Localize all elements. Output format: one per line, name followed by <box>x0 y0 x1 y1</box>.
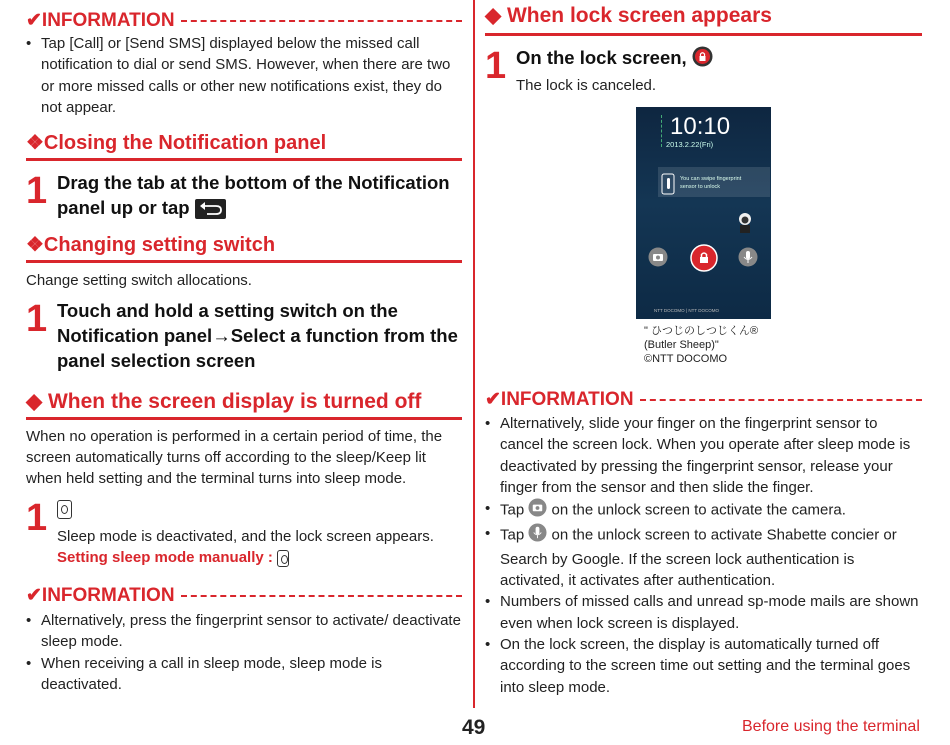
closing-heading: ❖Closing the Notification panel <box>26 130 462 161</box>
info-list-3 <box>485 413 922 698</box>
left-column <box>26 0 462 695</box>
lock-screen-date: 2013.2.22(Fri) <box>666 140 714 149</box>
list-item: • Tap on the unlock screen to activate Shabette concier or Search by Google. If the screen lock authentication is activated, it activates after authentication. <box>485 523 922 591</box>
screen-off-step <box>26 497 462 568</box>
list-item: • Tap [Call] or [Send SMS] displayed below the missed call notification to dial or send SMS. However, when there are two or more missed calls or other new notifications exist, they do not appear. <box>26 33 462 118</box>
microphone-icon[interactable] <box>738 247 758 272</box>
image-caption: " ひつじのしつじくん® (Butler Sheep)" ©NTT DOCOMO <box>644 325 759 365</box>
step-title: Drag the tab at the bottom of the Notification panel up or tap <box>57 172 450 219</box>
lock-screen-clock: 10:10 <box>670 113 731 140</box>
step-title: Touch and hold a setting switch on the Notification panel→Select a function from the panel selection screen <box>57 300 458 372</box>
info-heading-1: ✔INFORMATION <box>26 9 462 31</box>
screen-off-intro: When no operation is performed in a certain period of time, the screen automatically turns off according to the sleep/Keep lit when held setting and the terminal turns into sleep mode. <box>26 428 443 488</box>
power-key-icon <box>57 500 72 519</box>
step-body: Sleep mode is deactivated, and the lock screen appears. <box>57 528 434 546</box>
list-item: • Tap on the unlock screen to activate the camera. <box>485 498 922 523</box>
changing-step <box>26 298 462 373</box>
list-item: • Alternatively, slide your finger on the fingerprint sensor to cancel the screen lock. When you operate after sleep mode is deactivated by pressing the fingerprint sensor, release your finger from the sensor and then slide the finger. <box>485 413 922 498</box>
unlock-icon[interactable] <box>690 244 718 277</box>
info-list-2 <box>26 610 462 695</box>
changing-heading: ❖Changing setting switch <box>26 232 462 263</box>
butler-sheep-icon <box>736 212 754 239</box>
list-item: • On the lock screen, the display is automatically turned off according to the screen time out setting and the terminal goes into sleep mode. <box>485 634 922 698</box>
step-title: On the lock screen, <box>516 47 687 68</box>
info-heading-3: ✔INFORMATION <box>485 388 922 410</box>
camera-icon[interactable] <box>648 247 668 272</box>
back-icon <box>195 199 226 219</box>
list-item: • When receiving a call in sleep mode, sleep mode is deactivated. <box>26 653 462 696</box>
section-footer: Before using the terminal <box>742 718 920 735</box>
column-divider <box>473 0 475 708</box>
screen-off-heading: ◆ When the screen display is turned off <box>26 389 462 420</box>
lock-screen-image <box>636 107 771 319</box>
lock-icon <box>692 46 713 73</box>
manual-sleep-label: Setting sleep mode manually : <box>57 549 273 567</box>
step-number: 1 <box>26 497 48 540</box>
microphone-icon <box>528 523 547 548</box>
lock-screen-footer: NTT DOCOMO | NTT DOCOMO <box>654 308 719 313</box>
right-column <box>485 0 922 96</box>
lock-screen-hint: You can swipe fingerprint sensor to unlock <box>680 176 742 190</box>
finger-icon <box>661 173 675 200</box>
step-number: 1 <box>26 170 48 213</box>
lock-heading: ◆ When lock screen appears <box>485 3 922 36</box>
right-info-block <box>485 388 922 698</box>
step-body: The lock is canceled. <box>516 76 657 94</box>
closing-step <box>26 170 462 220</box>
list-item: • Alternatively, press the fingerprint sensor to activate/ deactivate sleep mode. <box>26 610 462 653</box>
info-list-1 <box>26 33 462 118</box>
changing-intro: Change setting switch allocations. <box>26 272 252 290</box>
camera-icon <box>528 498 547 523</box>
step-number: 1 <box>485 45 507 87</box>
power-key-icon <box>277 550 289 567</box>
step-number: 1 <box>26 298 48 341</box>
list-item: • Numbers of missed calls and unread sp-mode mails are shown even when lock screen is displayed. <box>485 591 922 634</box>
page-number: 49 <box>462 716 486 739</box>
lock-step <box>485 45 922 96</box>
info-heading-2: ✔INFORMATION <box>26 584 462 606</box>
